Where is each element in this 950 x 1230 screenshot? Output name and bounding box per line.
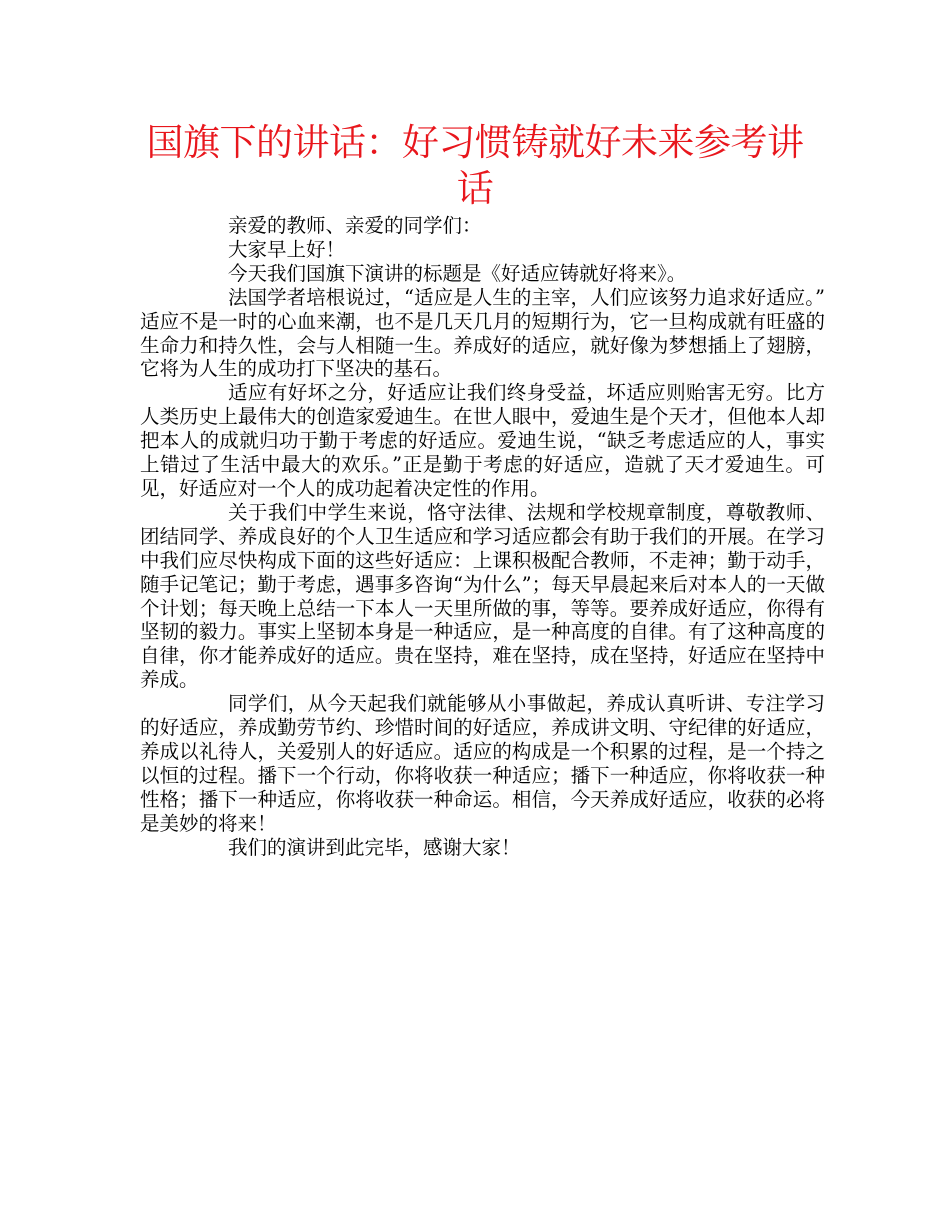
paragraph-closing: 我们的演讲到此完毕，感谢大家！ — [228, 835, 521, 859]
paragraph-greeting: 亲爱的教师、亲爱的同学们： — [228, 214, 482, 237]
paragraph-bacon-quote: 法国学者培根说过，“适应是人生的主宰，人们应该努力追求好适应。” 适应不是一时的心血来潮，也不是几天几月的短期行为，它一旦构成就有旺盛的生命力和持久性，会与人相随一生。养成好的适应，就好像为梦想插上了翅膀，它将为人生的成功打下坚决的基石。 — [140, 285, 825, 381]
paragraph-students: 关于我们中学生来说，恪守法律、法规和学校规章制度，尊敬教师、团结同学、养成良好的个人卫生适应和学习适应都会有助于我们的开展。在学习中我们应尽快构成下面的这些好适应：上课积极配合教师，不走神；勤于动手，随手记笔记；勤于考虑，遇事多咨询“为什么”；每天早晨起来后对本人的一天做个计划；每天晚上总结一下本人一天里所做的事，等等。要养成好适应，你得有坚韧的毅力。事实上坚韧本身是一种适应，是一种高度的自律。有了这种高度的自律，你才能养成好的适应。贵在坚持，难在坚持，成在坚持，好适应在坚持中养成。 — [140, 500, 825, 692]
paragraph-call-to-action: 同学们，从今天起我们就能够从小事做起，养成认真听讲、专注学习的好适应，养成勤劳节约、珍惜时间的好适应，养成讲文明、守纪律的好适应，养成以礼待人，关爱别人的好适应。适应的构成是一个积累的过程，是一个持之以恒的过程。播下一个行动，你将收获一种适应；播下一种适应，你将收获一种性格；播下一种适应，你将收获一种命运。相信，今天养成好适应，收获的必将是美妙的将来！ — [140, 692, 825, 835]
document-title: 国旗下的讲话：好习惯铸就好未来参考讲话 — [146, 121, 804, 210]
paragraph-good-morning: 大家早上好！ — [228, 237, 346, 261]
paragraph-edison: 适应有好坏之分，好适应让我们终身受益，坏适应则贻害无穷。比方人类历史上最伟大的创造家爱迪生。在世人眼中，爱迪生是个天才，但他本人却把本人的成就归功于勤于考虑的好适应。爱迪生说，“缺乏考虑适应的人，事实上错过了生活中最大的欢乐。”正是勤于考虑的好适应，造就了天才爱迪生。可见，好适应对一个人的成功起着决定性的作用。 — [140, 381, 825, 500]
document-body — [140, 214, 825, 859]
paragraph-topic: 今天我们国旗下演讲的标题是《好适应铸就好将来》。 — [228, 261, 687, 285]
